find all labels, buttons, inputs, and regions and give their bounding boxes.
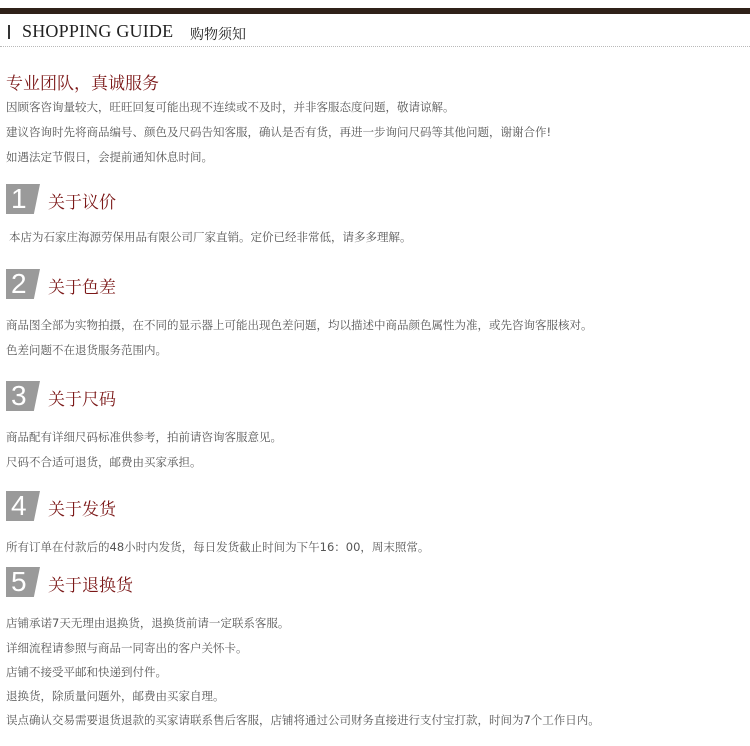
intro-headline: 专业团队，真诚服务	[6, 74, 159, 94]
section-line: 色差问题不在退货服务范围内。	[6, 343, 167, 357]
section-title: 关于发货	[48, 500, 116, 520]
section-line: 所有订单在付款后的48小时内发货，每日发货截止时间为下午16：00，周末照常。	[6, 540, 430, 554]
intro-line: 建议咨询时先将商品编号、颜色及尺码告知客服，确认是否有货，再进一步询问尺码等其他问题，谢谢合作!	[6, 125, 552, 139]
top-border-bar	[0, 8, 750, 14]
section-number: 2	[11, 268, 27, 299]
section-line: 商品配有详细尺码标准供参考，拍前请咨询客服意见。	[6, 430, 282, 444]
section-line: 详细流程请参照与商品一同寄出的客户关怀卡。	[6, 641, 248, 655]
intro-line: 因顾客咨询量较大，旺旺回复可能出现不连续或不及时，并非客服态度问题，敬请谅解。	[6, 100, 455, 114]
section-title: 关于尺码	[48, 390, 116, 410]
section-number: 4	[11, 490, 27, 521]
section-number: 1	[11, 183, 27, 214]
section-line: 误点确认交易需要退货退款的买家请联系售后客服，店铺将通过公司财务直接进行支付宝打款，时间为7个工作日内。	[6, 713, 600, 727]
section-title: 关于退换货	[48, 576, 133, 596]
header-title-cn: 购物须知	[190, 27, 246, 43]
header-title-en: SHOPPING GUIDE	[22, 21, 174, 41]
section-title: 关于色差	[48, 278, 116, 298]
section-number: 5	[11, 566, 27, 597]
section-number: 3	[11, 380, 27, 411]
header-bar-icon	[8, 25, 10, 39]
section-line: 本店为石家庄海源劳保用品有限公司厂家直销。定价已经非常低，请多多理解。	[9, 230, 412, 244]
section-title: 关于议价	[48, 193, 116, 213]
intro-line: 如遇法定节假日，会提前通知休息时间。	[6, 150, 213, 164]
section-line: 退换货，除质量问题外，邮费由买家自理。	[6, 689, 225, 703]
section-line: 尺码不合适可退货，邮费由买家承担。	[6, 455, 202, 469]
section-line: 店铺承诺7天无理由退换货，退换货前请一定联系客服。	[6, 616, 290, 630]
header-divider	[0, 46, 750, 47]
section-header	[0, 16, 750, 46]
section-line: 商品图全部为实物拍摄，在不同的显示器上可能出现色差问题，均以描述中商品颜色属性为准，或先咨询客服核对。	[6, 318, 593, 332]
section-line: 店铺不接受平邮和快递到付件。	[6, 665, 167, 679]
